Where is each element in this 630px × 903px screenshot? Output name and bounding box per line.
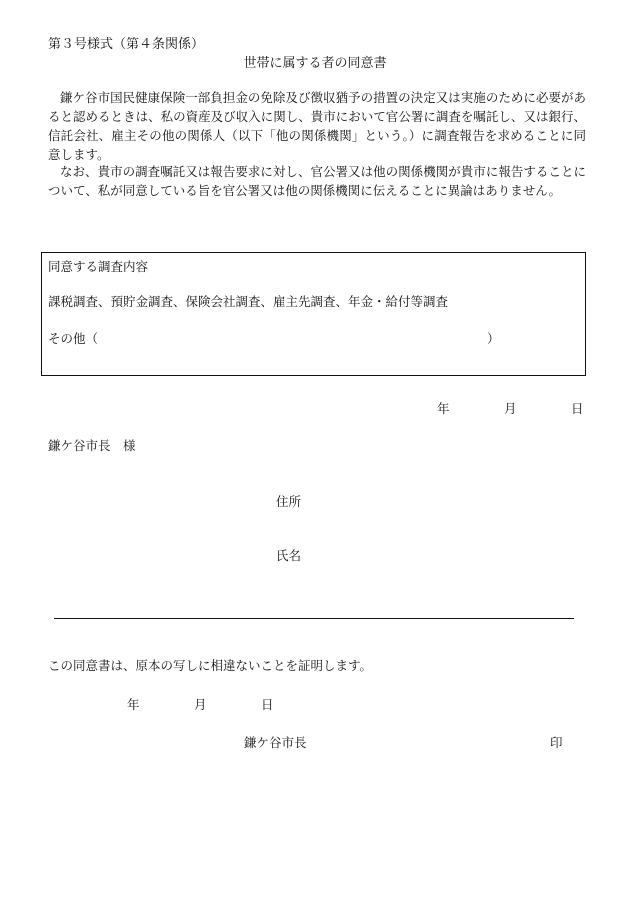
consent-paragraph-1: 鎌ケ谷市国民健康保険一部負担金の免除及び徴収猶予の措置の決定又は実施のために必要があると認めるときは、私の資産及び収入に関し、貴市において官公署に調査を嘱託し、又は銀行、信託会社、雇主その他の関係人（以下「他の関係機関」という。）に調査報告を求めることに同意します。 <box>48 90 586 162</box>
consent-box-heading: 同意する調査内容 <box>48 259 149 274</box>
addressee: 鎌ケ谷市長 様 <box>48 438 136 453</box>
consent-items-box <box>41 252 586 376</box>
section-divider <box>54 618 574 619</box>
date-day-label: 日 <box>571 401 584 416</box>
document-title: 世帯に属する者の同意書 <box>243 56 387 71</box>
form-number: 第３号様式（第４条関係） <box>48 37 205 52</box>
cert-date-month-label: 月 <box>194 697 207 712</box>
other-close-paren: ） <box>487 331 500 346</box>
date-year-label: 年 <box>437 401 450 416</box>
consent-items-list: 課税調査、預貯金調査、保険会社調査、雇主先調査、年金・給付等調査 <box>48 294 449 309</box>
date-month-label: 月 <box>504 401 517 416</box>
certification-text: この同意書は、原本の写しに相違ないことを証明します。 <box>48 658 373 673</box>
consent-paragraph-2: なお、貴市の調査嘱託又は報告要求に対し、官公署又は他の関係機関が貴市に報告することについて、私が同意している旨を官公署又は他の関係機関に伝えることに異論はありません。 <box>48 164 586 198</box>
name-label: 氏名 <box>276 548 302 563</box>
certifying-mayor: 鎌ケ谷市長 <box>244 735 307 750</box>
other-open-paren: その他（ <box>48 331 99 346</box>
cert-date-day-label: 日 <box>261 697 274 712</box>
cert-date-year-label: 年 <box>127 697 140 712</box>
address-label: 住所 <box>276 494 302 509</box>
seal-mark: 印 <box>550 735 563 750</box>
